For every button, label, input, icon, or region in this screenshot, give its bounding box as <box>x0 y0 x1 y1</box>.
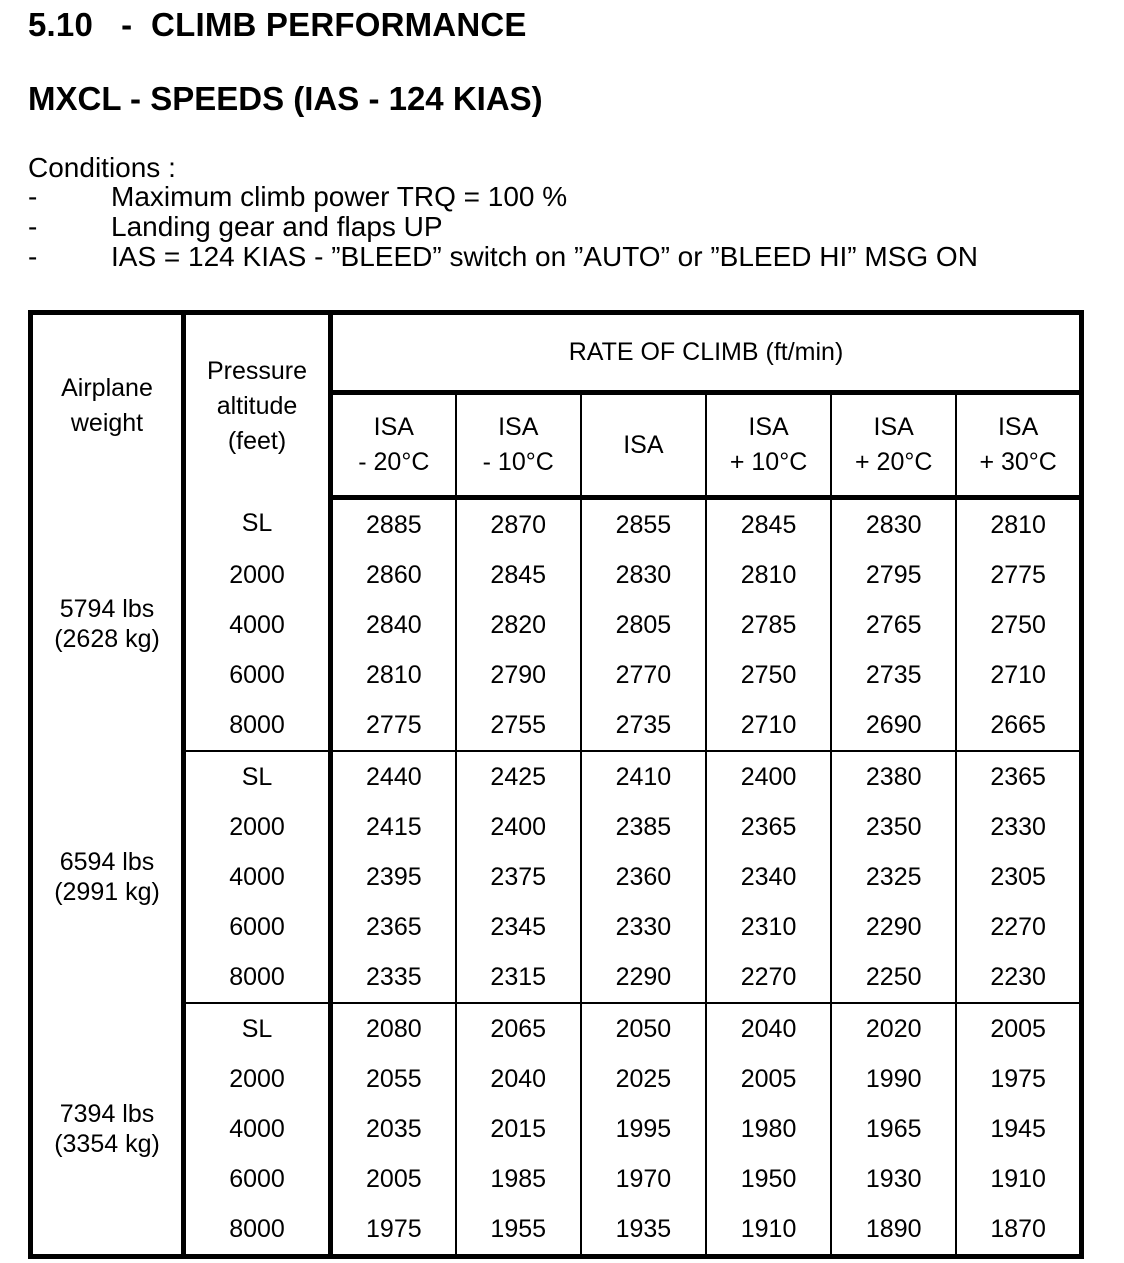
rate-of-climb-cell: 2345 <box>456 902 581 952</box>
altitude-cell: SL <box>184 498 331 551</box>
rate-of-climb-cell: 2005 <box>990 1014 1046 1043</box>
altitude-cell: 8000 <box>184 700 331 751</box>
table-row <box>31 1003 1082 1054</box>
isa-column-header: ISA + 30°C <box>956 393 1081 498</box>
rate-of-climb-cell: 1975 <box>331 1204 456 1257</box>
altitude-cell: 8000 <box>184 952 331 1003</box>
table-row <box>31 902 1082 952</box>
altitude-cell: 4000 <box>184 852 331 902</box>
rate-of-climb-cell: 1935 <box>581 1204 706 1257</box>
rate-of-climb-cell: 2845 <box>706 498 831 551</box>
bullet-dash: - <box>28 211 38 242</box>
rate-of-climb-cell: 2840 <box>331 600 456 650</box>
rate-of-climb-header: RATE OF CLIMB (ft/min) <box>331 313 1082 393</box>
airplane-weight-header: Airplane weight <box>31 313 184 498</box>
rate-of-climb-cell: 2750 <box>990 610 1046 639</box>
rate-of-climb-cell: 2335 <box>331 952 456 1003</box>
rate-of-climb-cell: 2350 <box>831 802 956 852</box>
isa-column-header: ISA <box>581 393 706 498</box>
rate-of-climb-cell: 2795 <box>831 550 956 600</box>
rate-of-climb-cell: 2690 <box>831 700 956 751</box>
rate-of-climb-cell: 2805 <box>581 600 706 650</box>
rate-of-climb-cell: 1985 <box>456 1154 581 1204</box>
rate-of-climb-cell: 2885 <box>331 498 456 551</box>
rate-of-climb-cell: 2315 <box>456 952 581 1003</box>
table-row <box>31 700 1082 751</box>
rate-of-climb-cell: 1970 <box>581 1154 706 1204</box>
altitude-cell: 2000 <box>184 802 331 852</box>
rate-of-climb-cell: 2250 <box>831 952 956 1003</box>
altitude-cell: 8000 <box>184 1204 331 1257</box>
rate-of-climb-cell: 2790 <box>456 650 581 700</box>
rate-of-climb-cell: 2005 <box>706 1054 831 1104</box>
rate-of-climb-cell: 2040 <box>706 1003 831 1054</box>
rate-of-climb-cell: 2065 <box>456 1003 581 1054</box>
altitude-cell: 2000 <box>184 1054 331 1104</box>
rate-of-climb-cell: 1965 <box>831 1104 956 1154</box>
page-subtitle: MXCL - SPEEDS (IAS - 124 KIAS) <box>28 80 543 117</box>
rate-of-climb-cell: 1990 <box>831 1054 956 1104</box>
weight-cell: 7394 lbs (3354 kg) <box>31 1003 184 1257</box>
isa-column-header: ISA - 20°C <box>331 393 456 498</box>
table-row <box>31 952 1082 1003</box>
rate-of-climb-cell: 2330 <box>581 902 706 952</box>
rate-of-climb-cell: 2750 <box>706 650 831 700</box>
rate-of-climb-cell: 2005 <box>331 1154 456 1204</box>
rate-of-climb-cell: 2440 <box>331 751 456 802</box>
table-row <box>31 650 1082 700</box>
rate-of-climb-cell: 2365 <box>990 762 1046 791</box>
rate-of-climb-cell: 2855 <box>581 498 706 551</box>
rate-of-climb-cell: 2400 <box>706 751 831 802</box>
rate-of-climb-cell: 2820 <box>456 600 581 650</box>
rate-of-climb-cell: 2290 <box>581 952 706 1003</box>
table-row <box>31 1054 1082 1104</box>
conditions-title: Conditions : <box>28 152 176 183</box>
rate-of-climb-cell: 2770 <box>581 650 706 700</box>
rate-of-climb-cell: 2385 <box>581 802 706 852</box>
rate-of-climb-cell: 2290 <box>831 902 956 952</box>
weight-cell: 6594 lbs (2991 kg) <box>31 751 184 1003</box>
rate-of-climb-cell: 2395 <box>331 852 456 902</box>
bullet-dash: - <box>28 241 38 272</box>
rate-of-climb-cell: 2830 <box>581 550 706 600</box>
rate-of-climb-cell: 2230 <box>956 952 1081 1003</box>
pressure-altitude-header: Pressure altitude (feet) <box>184 313 331 498</box>
rate-of-climb-cell: 2765 <box>831 600 956 650</box>
rate-of-climb-cell: 1945 <box>990 1114 1046 1143</box>
altitude-cell: 6000 <box>184 650 331 700</box>
rate-of-climb-cell: 2755 <box>456 700 581 751</box>
rate-of-climb-cell: 1980 <box>706 1104 831 1154</box>
rate-of-climb-cell: 2015 <box>456 1104 581 1154</box>
rate-of-climb-cell: 2785 <box>706 600 831 650</box>
rate-of-climb-cell: 1910 <box>990 1164 1046 1193</box>
altitude-cell: 6000 <box>184 1154 331 1204</box>
rate-of-climb-cell: 2040 <box>456 1054 581 1104</box>
rate-of-climb-cell: 2775 <box>331 700 456 751</box>
rate-of-climb-cell: 2400 <box>456 802 581 852</box>
rate-of-climb-cell: 2025 <box>581 1054 706 1104</box>
rate-of-climb-cell: 2305 <box>990 862 1046 891</box>
condition-text: Maximum climb power TRQ = 100 % <box>111 181 568 212</box>
rate-of-climb-cell: 2735 <box>831 650 956 700</box>
altitude-cell: 6000 <box>184 902 331 952</box>
table-body <box>31 498 1082 1257</box>
isa-column-header: ISA + 10°C <box>706 393 831 498</box>
bullet-dash: - <box>28 181 38 212</box>
isa-column-header: ISA - 10°C <box>456 393 581 498</box>
rate-of-climb-cell: 2710 <box>990 660 1046 689</box>
table-row <box>31 852 1082 902</box>
rate-of-climb-cell: 2775 <box>990 560 1046 589</box>
rate-of-climb-cell: 2810 <box>706 550 831 600</box>
section-title: 5.10 - CLIMB PERFORMANCE <box>28 6 527 43</box>
table-row <box>31 751 1082 802</box>
table-row <box>31 1154 1082 1204</box>
condition-text: Landing gear and flaps UP <box>111 211 443 242</box>
rate-of-climb-cell: 2860 <box>331 550 456 600</box>
rate-of-climb-cell: 2380 <box>831 751 956 802</box>
rate-of-climb-cell: 2365 <box>331 902 456 952</box>
table-row <box>31 1104 1082 1154</box>
rate-of-climb-cell: 2375 <box>456 852 581 902</box>
table-row <box>31 600 1082 650</box>
rate-of-climb-cell: 2035 <box>331 1104 456 1154</box>
rate-of-climb-cell: 2055 <box>331 1054 456 1104</box>
rate-of-climb-cell: 2340 <box>706 852 831 902</box>
altitude-cell: 2000 <box>184 550 331 600</box>
table-row <box>31 802 1082 852</box>
rate-of-climb-cell: 1955 <box>456 1204 581 1257</box>
rate-of-climb-table <box>28 310 1084 1259</box>
rate-of-climb-cell: 2050 <box>581 1003 706 1054</box>
rate-of-climb-cell: 1890 <box>831 1204 956 1257</box>
rate-of-climb-cell: 2710 <box>706 700 831 751</box>
rate-of-climb-cell: 2020 <box>831 1003 956 1054</box>
condition-text: IAS = 124 KIAS - ”BLEED” switch on ”AUTO” or ”BLEED HI” MSG ON <box>111 241 978 272</box>
rate-of-climb-cell: 2080 <box>331 1003 456 1054</box>
rate-of-climb-cell: 2360 <box>581 852 706 902</box>
altitude-cell: SL <box>184 751 331 802</box>
altitude-cell: 4000 <box>184 600 331 650</box>
altitude-cell: SL <box>184 1003 331 1054</box>
rate-of-climb-cell: 1910 <box>706 1204 831 1257</box>
altitude-cell: 4000 <box>184 1104 331 1154</box>
rate-of-climb-cell: 2870 <box>456 498 581 551</box>
rate-of-climb-cell: 2810 <box>331 650 456 700</box>
rate-of-climb-cell: 2845 <box>456 550 581 600</box>
rate-of-climb-cell: 2310 <box>706 902 831 952</box>
rate-of-climb-cell: 2665 <box>956 700 1081 751</box>
rate-of-climb-cell: 1975 <box>990 1064 1046 1093</box>
rate-of-climb-cell: 1870 <box>990 1214 1046 1243</box>
rate-of-climb-cell: 2410 <box>581 751 706 802</box>
table-row <box>31 1204 1082 1257</box>
table-row <box>31 550 1082 600</box>
rate-of-climb-cell: 1995 <box>581 1104 706 1154</box>
weight-cell: 5794 lbs (2628 kg) <box>31 498 184 752</box>
rate-of-climb-cell: 2365 <box>706 802 831 852</box>
rate-of-climb-cell: 2425 <box>456 751 581 802</box>
table-row <box>31 498 1082 551</box>
rate-of-climb-cell: 2330 <box>990 812 1046 841</box>
rate-of-climb-cell: 2325 <box>831 852 956 902</box>
rate-of-climb-cell: 2270 <box>990 912 1046 941</box>
rate-of-climb-cell: 2810 <box>990 510 1046 539</box>
rate-of-climb-cell: 1930 <box>831 1154 956 1204</box>
rate-of-climb-cell: 2830 <box>831 498 956 551</box>
rate-of-climb-cell: 2415 <box>331 802 456 852</box>
rate-of-climb-cell: 2735 <box>581 700 706 751</box>
rate-of-climb-cell: 1950 <box>706 1154 831 1204</box>
isa-column-header: ISA + 20°C <box>831 393 956 498</box>
rate-of-climb-cell: 2270 <box>706 952 831 1003</box>
